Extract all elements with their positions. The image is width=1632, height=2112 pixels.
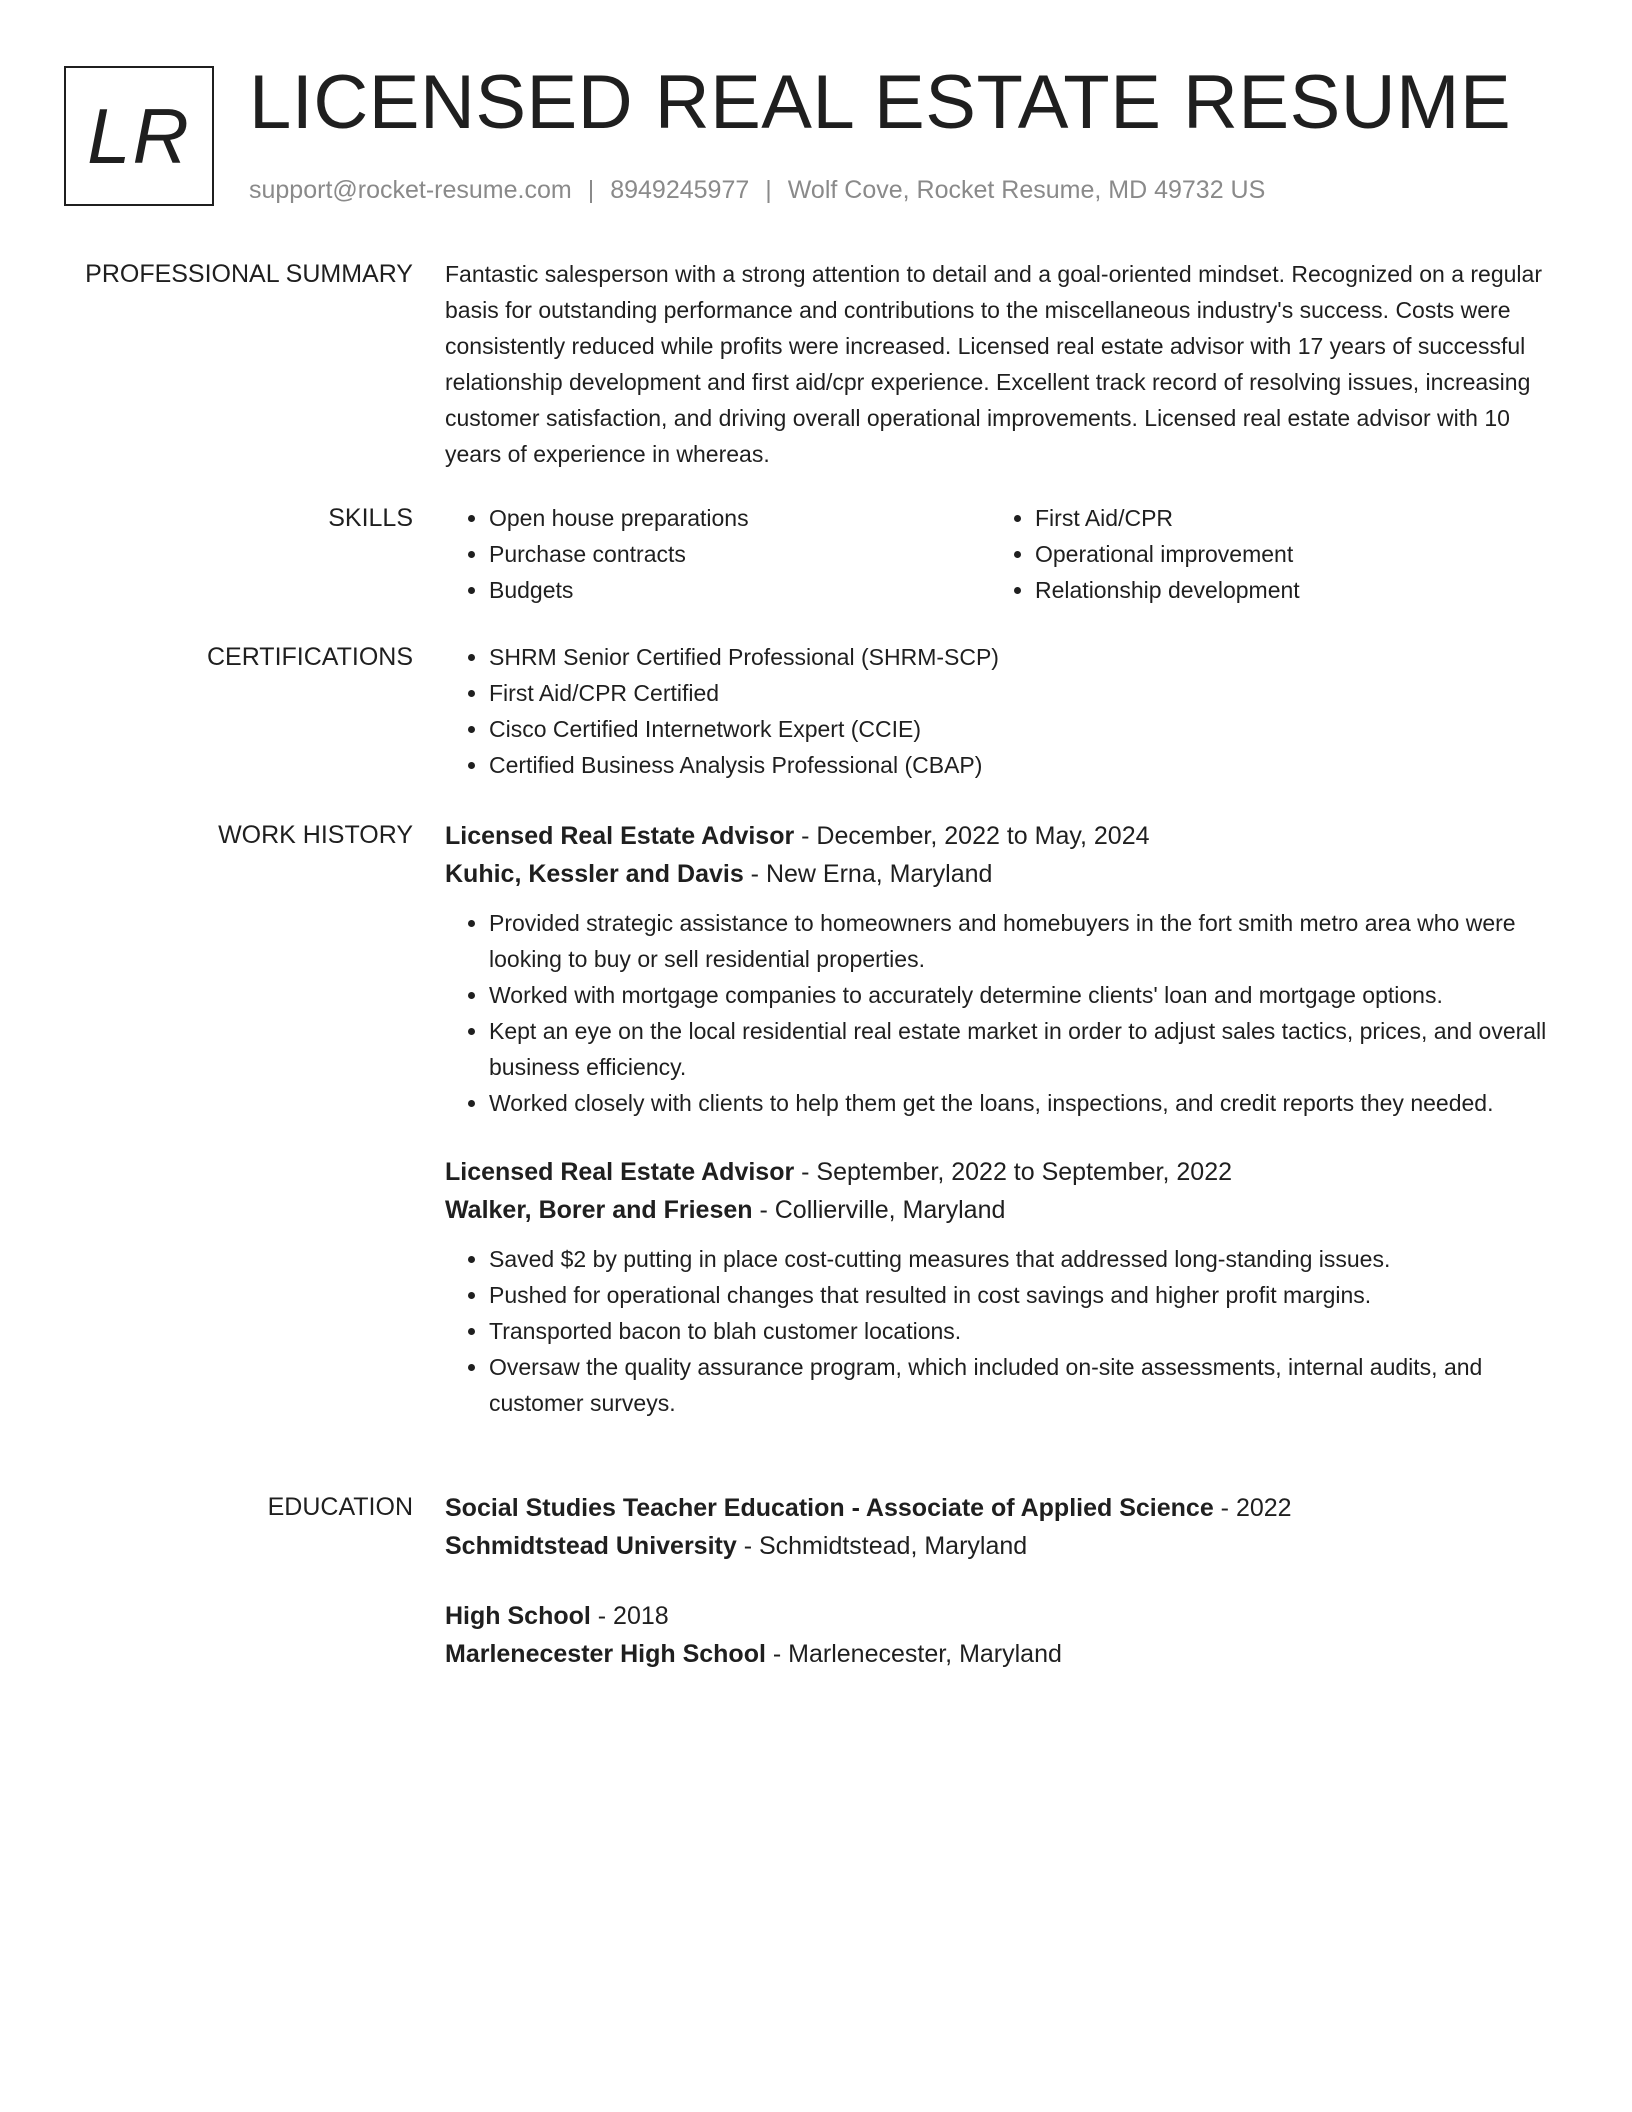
certification-item: • First Aid/CPR Certified xyxy=(489,675,1565,711)
job-bullet: • Transported bacon to blah customer locations. xyxy=(489,1313,1565,1349)
certification-item: • Cisco Certified Internetwork Expert (CCIE) xyxy=(489,711,1565,747)
certification-item: • SHRM Senior Certified Professional (SHRM-SCP) xyxy=(489,639,1565,675)
education-location: - Marlenecester, Maryland xyxy=(765,1640,1062,1668)
education-school-line xyxy=(445,1527,1565,1565)
education-degree: Social Studies Teacher Education - Associate of Applied Science xyxy=(445,1494,1214,1522)
job-bullet: • Worked closely with clients to help them get the loans, inspections, and credit reports they needed. xyxy=(489,1085,1565,1121)
education-degree-line xyxy=(445,1597,1565,1635)
monogram-logo xyxy=(64,66,214,206)
contact-phone[interactable]: 8949245977 xyxy=(610,176,750,204)
contact-separator: | xyxy=(765,176,772,204)
job-title: Licensed Real Estate Advisor xyxy=(445,822,795,850)
skill-item: • Purchase contracts xyxy=(489,536,991,572)
work-body xyxy=(445,817,1565,1421)
education-label: EDUCATION xyxy=(267,1493,413,1521)
monogram-text: LR xyxy=(87,92,191,180)
education-school: Schmidtstead University xyxy=(445,1532,737,1560)
certification-item: • Certified Business Analysis Professional (CBAP) xyxy=(489,747,1565,783)
education-year: - 2018 xyxy=(590,1602,669,1630)
job-bullet: • Saved $2 by putting in place cost-cutting measures that addressed long-standing issues. xyxy=(489,1241,1565,1277)
education-degree-line xyxy=(445,1489,1565,1527)
job-dates: - September, 2022 to September, 2022 xyxy=(794,1158,1233,1186)
job-entry xyxy=(445,817,1565,1121)
job-company-line xyxy=(445,855,1565,893)
job-entry xyxy=(445,1153,1565,1421)
job-title-line xyxy=(445,1153,1565,1191)
job-bullet: • Oversaw the quality assurance program, which included on-site assessments, internal audits, and customer surveys. xyxy=(489,1349,1565,1421)
summary-body xyxy=(445,256,1565,472)
contact-separator: | xyxy=(587,176,595,204)
job-bullet: • Provided strategic assistance to homeowners and homebuyers in the fort smith metro area who were looking to buy or sell residential properties. xyxy=(489,905,1565,977)
education-degree: High School xyxy=(445,1602,591,1630)
certifications-label: CERTIFICATIONS xyxy=(206,643,413,671)
summary-label: PROFESSIONAL SUMMARY xyxy=(85,260,413,288)
resume-title: LICENSED REAL ESTATE RESUME xyxy=(249,60,1512,145)
summary-text: Fantastic salesperson with a strong attention to detail and a goal-oriented mindset. Recognized on a regular basis for outstanding performance and contributions to the miscellaneous industry's success. Costs were consistently reduced while profits were increased. Licensed real estate advisor with 17 years of successful relationship development and first aid/cpr experience. Excellent track record of resolving issues, increasing customer satisfaction, and driving overall operational improvements. Licensed real estate advisor with 10 years of experience in whereas. xyxy=(445,261,1542,467)
job-dates: - December, 2022 to May, 2024 xyxy=(794,822,1150,850)
job-location: - New Erna, Maryland xyxy=(743,860,993,888)
job-bullets xyxy=(445,1241,1565,1421)
skills-list-left xyxy=(445,500,991,608)
education-entry xyxy=(445,1597,1565,1673)
skill-item: • First Aid/CPR xyxy=(1035,500,1537,536)
education-entry xyxy=(445,1489,1565,1565)
work-label: WORK HISTORY xyxy=(218,821,413,849)
certifications-list xyxy=(445,639,1565,783)
skill-item: • Open house preparations xyxy=(489,500,991,536)
education-body xyxy=(445,1489,1565,1673)
skill-item: • Operational improvement xyxy=(1035,536,1537,572)
skill-item: • Budgets xyxy=(489,572,991,608)
contact-address: Wolf Cove, Rocket Resume, MD 49732 US xyxy=(787,176,1266,204)
skills-body xyxy=(445,500,1565,608)
skills-list-right xyxy=(991,500,1537,608)
contact-line xyxy=(249,174,1265,206)
education-location: - Schmidtstead, Maryland xyxy=(736,1532,1028,1560)
education-school: Marlenecester High School xyxy=(445,1640,766,1668)
certifications-body xyxy=(445,639,1565,783)
job-bullets xyxy=(445,905,1565,1121)
education-school-line xyxy=(445,1635,1565,1673)
job-bullet: • Worked with mortgage companies to accurately determine clients' loan and mortgage options. xyxy=(489,977,1565,1013)
contact-email[interactable]: support@rocket-resume.com xyxy=(249,176,572,204)
skills-label: SKILLS xyxy=(328,504,413,532)
job-bullet: • Pushed for operational changes that resulted in cost savings and higher profit margins. xyxy=(489,1277,1565,1313)
job-company: Walker, Borer and Friesen xyxy=(445,1196,753,1224)
education-year: - 2022 xyxy=(1213,1494,1292,1522)
job-company-line xyxy=(445,1191,1565,1229)
job-title-line xyxy=(445,817,1565,855)
job-bullet: • Kept an eye on the local residential real estate market in order to adjust sales tactics, prices, and overall business efficiency. xyxy=(489,1013,1565,1085)
job-company: Kuhic, Kessler and Davis xyxy=(445,860,744,888)
skill-item: • Relationship development xyxy=(1035,572,1537,608)
job-location: - Collierville, Maryland xyxy=(752,1196,1006,1224)
job-title: Licensed Real Estate Advisor xyxy=(445,1158,795,1186)
